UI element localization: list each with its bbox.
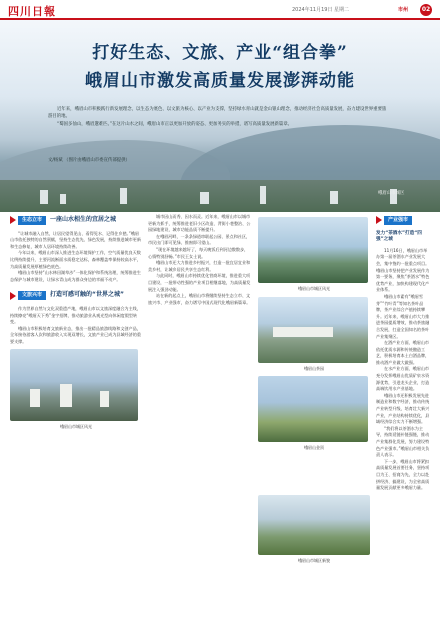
photo-city-new-look	[258, 495, 370, 555]
body-paragraph: 峨眉山市坚持“山水林田湖草沙”一体化保护和系统治理，统筹推进生态保护与城市建设，让绿水青山成为群众身边的幸福不动产。	[10, 270, 141, 282]
photo-caption: 峨眉山金顶	[304, 445, 324, 451]
body-paragraph: 峨眉山市还积极发展先进制造业和数字经济，推动传统产业转型升级，培育壮大新兴产业，产业结构持续优化，县域经济综合实力不断增强。	[376, 392, 430, 425]
triangle-marker-icon	[10, 292, 16, 300]
body-paragraph: 在酒产业方面，峨眉山市依托优质水源和传统酿造工艺，积极培育本土白酒品牌，推动酒产业做大做强。	[376, 340, 430, 365]
newspaper-logo: 四川日報	[8, 5, 56, 18]
body-paragraph: “我们将以茶酒水为主导，持续延链补链强链，推动产业集群化发展，努力建设特色产业强市。”峨眉山市相关负责人表示。	[376, 425, 430, 458]
section-title: 发力“茶酒水”打造“四强”之城	[376, 230, 422, 243]
body-paragraph: “让城市融入自然，让居民望得见山、看得见水、记得住乡愁。”峨眉山市依托独特的自然禀赋，坚持生态优先、绿色发展，持续推进城市更新和生态修复，城市人居环境持续改善。	[10, 230, 141, 249]
body-paragraph: “现在环境越来越好了，每天晚饭后到河边散散步，心情特别舒畅。”市民王女士说。	[148, 246, 249, 259]
headline-line-2: 峨眉山市激发高质量发展澎湃动能	[85, 71, 355, 91]
body-paragraph: 在峨眉河畔，一条条绿道串联起公园、景点和社区，市民出门即可见绿、推窗即可望山。	[148, 233, 251, 246]
body-paragraph: 在水产业方面，峨眉山市充分发挥峨眉山优质矿泉水资源优势，引进龙头企业，打造高端饮用水产业基地。	[376, 366, 430, 392]
body-paragraph: 与此同时，峨眉山市持续优化营商环境，推进重大项目建设，一批带动性强的产业项目相继落地，为高质量发展注入强劲动能。	[148, 273, 251, 292]
body-paragraph: 11月16日，峨眉山市举办第一届茶酒水产业发展大会，集中签约一批重点项目。峨眉山市坚持把产业发展作为第一要务，聚焦“茶酒水”特色优势产业，加快构建现代化产业体系。	[376, 247, 430, 293]
lead-paragraph: 近年来，峨眉山市积极践行新发展理念，以生态为底色、以文旅为核心、以产业为支撑，坚持绿水青山就是金山银山理念，推动经济社会高质量发展，奋力建设世界重要旅游目的地。	[48, 107, 387, 119]
photo-tea-garden	[258, 297, 368, 363]
photo-caption: 峨眉山市城区新貌	[298, 557, 330, 563]
section-title: 一座山水相生的宜居之城	[50, 216, 117, 223]
hero-photo-caption: 峨眉山市城区	[378, 191, 405, 196]
photo-caption: 峨眉山茶园	[304, 365, 324, 371]
body-paragraph: 站在新的起点上，峨眉山市将继续坚持生态立市、文旅兴市、产业强市，奋力谱写中国式现代化峨眉新篇章。	[148, 293, 251, 305]
body-paragraph: 今年以来，峨眉山市深入推进生态环境保护工作，空气质量优良天数比例持续提升，主要河流断面水质稳定达标，森林覆盖率保持较高水平，为高质量发展厚植绿色底色。	[10, 250, 141, 269]
body-paragraph: 峨眉山市素有“峨眉雪芽”“竹叶青”等知名茶叶品牌，茶产业综合产值持续攀升。近年来，峨眉山市大力推进茶园提质增效，推动茶旅融合发展，打造全国知名的茶叶产业集聚区。	[376, 293, 430, 339]
hero-banner	[0, 20, 440, 212]
photo-caption: 峨眉山市城区风光	[60, 423, 92, 429]
triangle-marker-icon	[10, 216, 16, 224]
body-paragraph: 下一步，峨眉山市将紧扣高质量发展首要任务，坚持项目为王、招商为先，全力以赴拼经济、搞建设，为全省高质量发展贡献更多峨眉力量。	[376, 458, 430, 491]
section-heading-culture-tourism	[10, 291, 142, 300]
body-paragraph: 峨眉山市积极培育文旅新业态，推出一批精品旅游线路和文创产品，全年接待游客人次和旅游收入实现双增长，文旅产业已成为县域经济的重要支撑。	[10, 325, 141, 344]
section-heading-industry	[376, 216, 430, 225]
section-heading-ecology	[10, 216, 142, 225]
page-headline	[0, 38, 440, 91]
photo-stack	[258, 214, 370, 492]
body-paragraph: 城市因山而秀、因水而灵。近年来，峨眉山市以城市更新为抓手，统筹推进老旧小区改造、背街小巷整治、公园绿地建设，城市功能品质不断提升。	[148, 214, 251, 233]
issue-date: 2024年11月19日 星期二	[292, 7, 350, 13]
byline: 文/杨斌 （图片由峨眉山市委宣传部提供）	[48, 158, 130, 163]
section-label: 文旅兴市	[18, 291, 46, 300]
section-name: 市州	[398, 7, 409, 13]
column-left	[10, 214, 142, 626]
lead-paragraphs	[48, 106, 388, 128]
section-label: 产业强市	[384, 216, 412, 225]
body-paragraph: 作为世界自然与文化双重遗产地，峨眉山市以文旅深度融合为主线，持续擦亮“峨眉天下秀”金字招牌，推动旅游业从观光型向休闲度假型转变。	[10, 305, 141, 325]
body-paragraph: 峨眉山市还大力推进乡村振兴，打造一批宜居宜业和美乡村，让城乡居民共享生态红利。	[148, 260, 251, 272]
section-title: 打造可感可触的“世界之城”	[50, 291, 124, 299]
photo-city-view	[10, 349, 138, 421]
column-middle	[148, 214, 252, 626]
city-skyline	[0, 180, 440, 212]
section-label: 生态立市	[18, 216, 46, 225]
triangle-marker-icon	[376, 216, 382, 224]
lead-paragraph: “蜀国多仙山，峨眉邈难匹。”在这片山水之间，峨眉山市正以更加开放的姿态、更加务实的举措，谱写高质量发展新篇章。	[57, 122, 293, 127]
column-right	[258, 214, 430, 626]
page-number: 02	[420, 4, 432, 16]
photo-caption: 峨眉山市城区风光	[298, 286, 330, 291]
masthead	[0, 0, 440, 20]
right-text-block	[376, 214, 430, 492]
photo-city-panorama	[258, 217, 368, 283]
photo-golden-summit	[258, 376, 368, 442]
headline-line-1: 打好生态、文旅、产业“组合拳”	[92, 43, 348, 63]
